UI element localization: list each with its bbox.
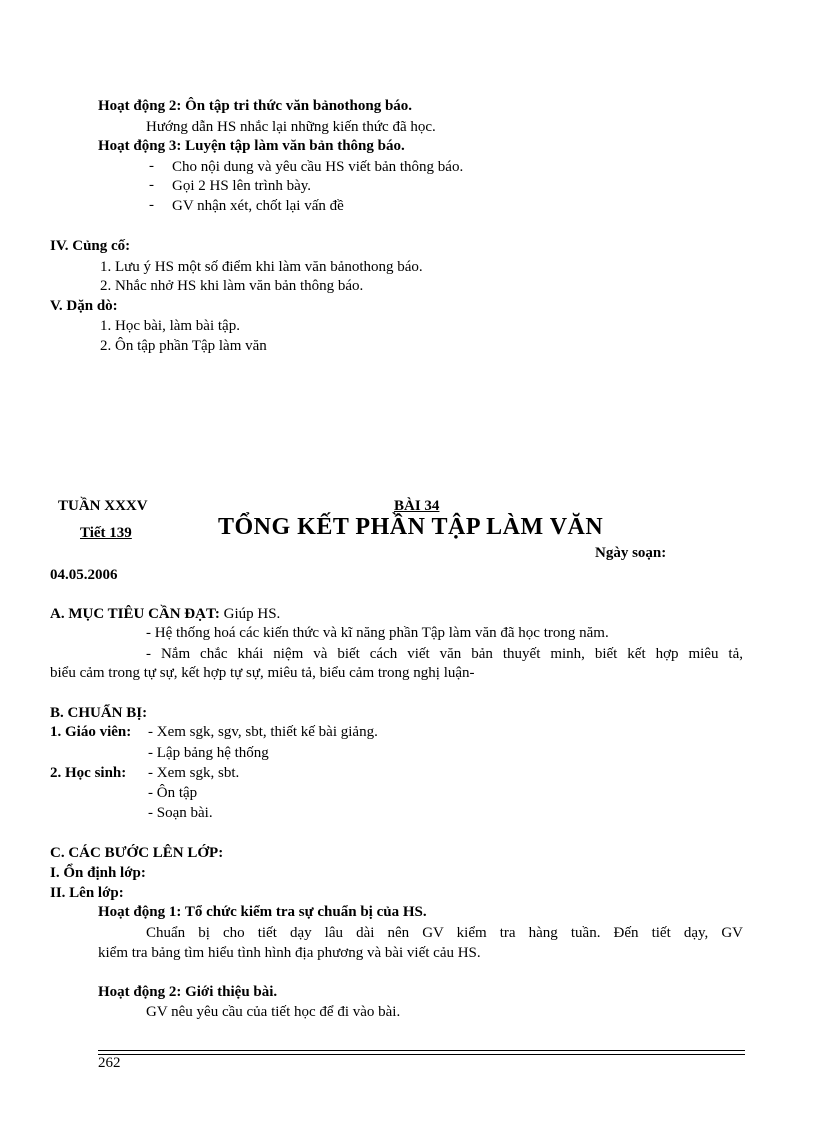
section-c-i-heading: I. Ổn định lớp: — [50, 865, 146, 881]
section-a — [50, 605, 280, 623]
activity-1-heading: Hoạt động 1: Tổ chức kiểm tra sự chuẩn bị của HS. — [98, 904, 427, 920]
list-item: 2. Ôn tập phần Tập làm văn — [100, 338, 267, 354]
list-item: Cho nội dung và yêu cầu HS viết bản thông báo. — [172, 159, 464, 175]
section-iv-heading: IV. Củng cố: — [50, 238, 131, 254]
list-bullet: - — [149, 197, 154, 213]
footer-rule — [98, 1050, 745, 1051]
section-c-ii-heading: II. Lên lớp: — [50, 885, 124, 901]
section-a-line: biểu cảm trong tự sự, kết hợp tự sự, miêu tả, biểu cảm trong nghị luận- — [50, 665, 475, 681]
section-a-line: - Nắm chắc khái niệm và biết cách viết văn bản thuyết minh, biết kết hợp miêu tả, — [146, 646, 743, 662]
page-number: 262 — [98, 1055, 121, 1071]
date-label: Ngày soạn: — [595, 545, 667, 561]
activity-2-text: Hướng dẫn HS nhắc lại những kiến thức đã học. — [146, 119, 436, 135]
teacher-label: 1. Giáo viên: — [50, 724, 132, 740]
week-label: TUẦN XXXV — [58, 498, 148, 514]
section-b-heading: B. CHUẨN BỊ: — [50, 705, 148, 721]
list-bullet: - — [149, 158, 154, 174]
student-label: 2. Học sinh: — [50, 765, 127, 781]
list-bullet: - — [149, 177, 154, 193]
list-item: Gọi 2 HS lên trình bày. — [172, 178, 312, 194]
list-item: - Lập bảng hệ thống — [148, 745, 269, 761]
section-a-intro: Giúp HS. — [223, 606, 281, 622]
list-item: - Ôn tập — [148, 785, 198, 801]
section-v-heading: V. Dặn dò: — [50, 298, 118, 314]
section-a-heading: A. MỤC TIÊU CẦN ĐẠT: — [50, 606, 220, 622]
list-item: - Xem sgk, sgv, sbt, thiết kế bài giảng. — [148, 724, 378, 740]
list-item: - Xem sgk, sbt. — [148, 765, 240, 781]
activity-2b-text: GV nêu yêu cầu của tiết học để đi vào bài. — [146, 1004, 401, 1020]
list-item: 1. Lưu ý HS một số điểm khi làm văn bảnothong báo. — [100, 259, 423, 275]
section-c-heading: C. CÁC BƯỚC LÊN LỚP: — [50, 845, 224, 861]
footer-rule — [98, 1054, 745, 1055]
activity-3-heading: Hoạt động 3: Luyện tập làm văn bản thông báo. — [98, 138, 405, 154]
section-a-line: - Hệ thống hoá các kiến thức và kĩ năng phần Tập làm văn đã học trong năm. — [146, 625, 609, 641]
list-item: 2. Nhắc nhở HS khi làm văn bản thông báo. — [100, 278, 364, 294]
lesson-number: BÀI 34 — [394, 498, 440, 514]
period-label: Tiết 139 — [80, 525, 132, 541]
activity-2-heading: Hoạt động 2: Ôn tập tri thức văn bảnothong báo. — [98, 98, 413, 114]
list-item: - Soạn bài. — [148, 805, 213, 821]
activity-1-text: kiểm tra bảng tìm hiểu tình hình địa phương và bài viết cảu HS. — [98, 945, 481, 961]
list-item: 1. Học bài, làm bài tập. — [100, 318, 240, 334]
date-value: 04.05.2006 — [50, 567, 118, 583]
list-item: GV nhận xét, chốt lại vấn đề — [172, 198, 344, 214]
page-title: TỔNG KẾT PHẦN TẬP LÀM VĂN — [218, 514, 604, 540]
activity-1-text: Chuẩn bị cho tiết dạy lâu dài nên GV kiểm tra hàng tuần. Đến tiết dạy, GV — [146, 925, 743, 941]
activity-2b-heading: Hoạt động 2: Giới thiệu bài. — [98, 984, 278, 1000]
